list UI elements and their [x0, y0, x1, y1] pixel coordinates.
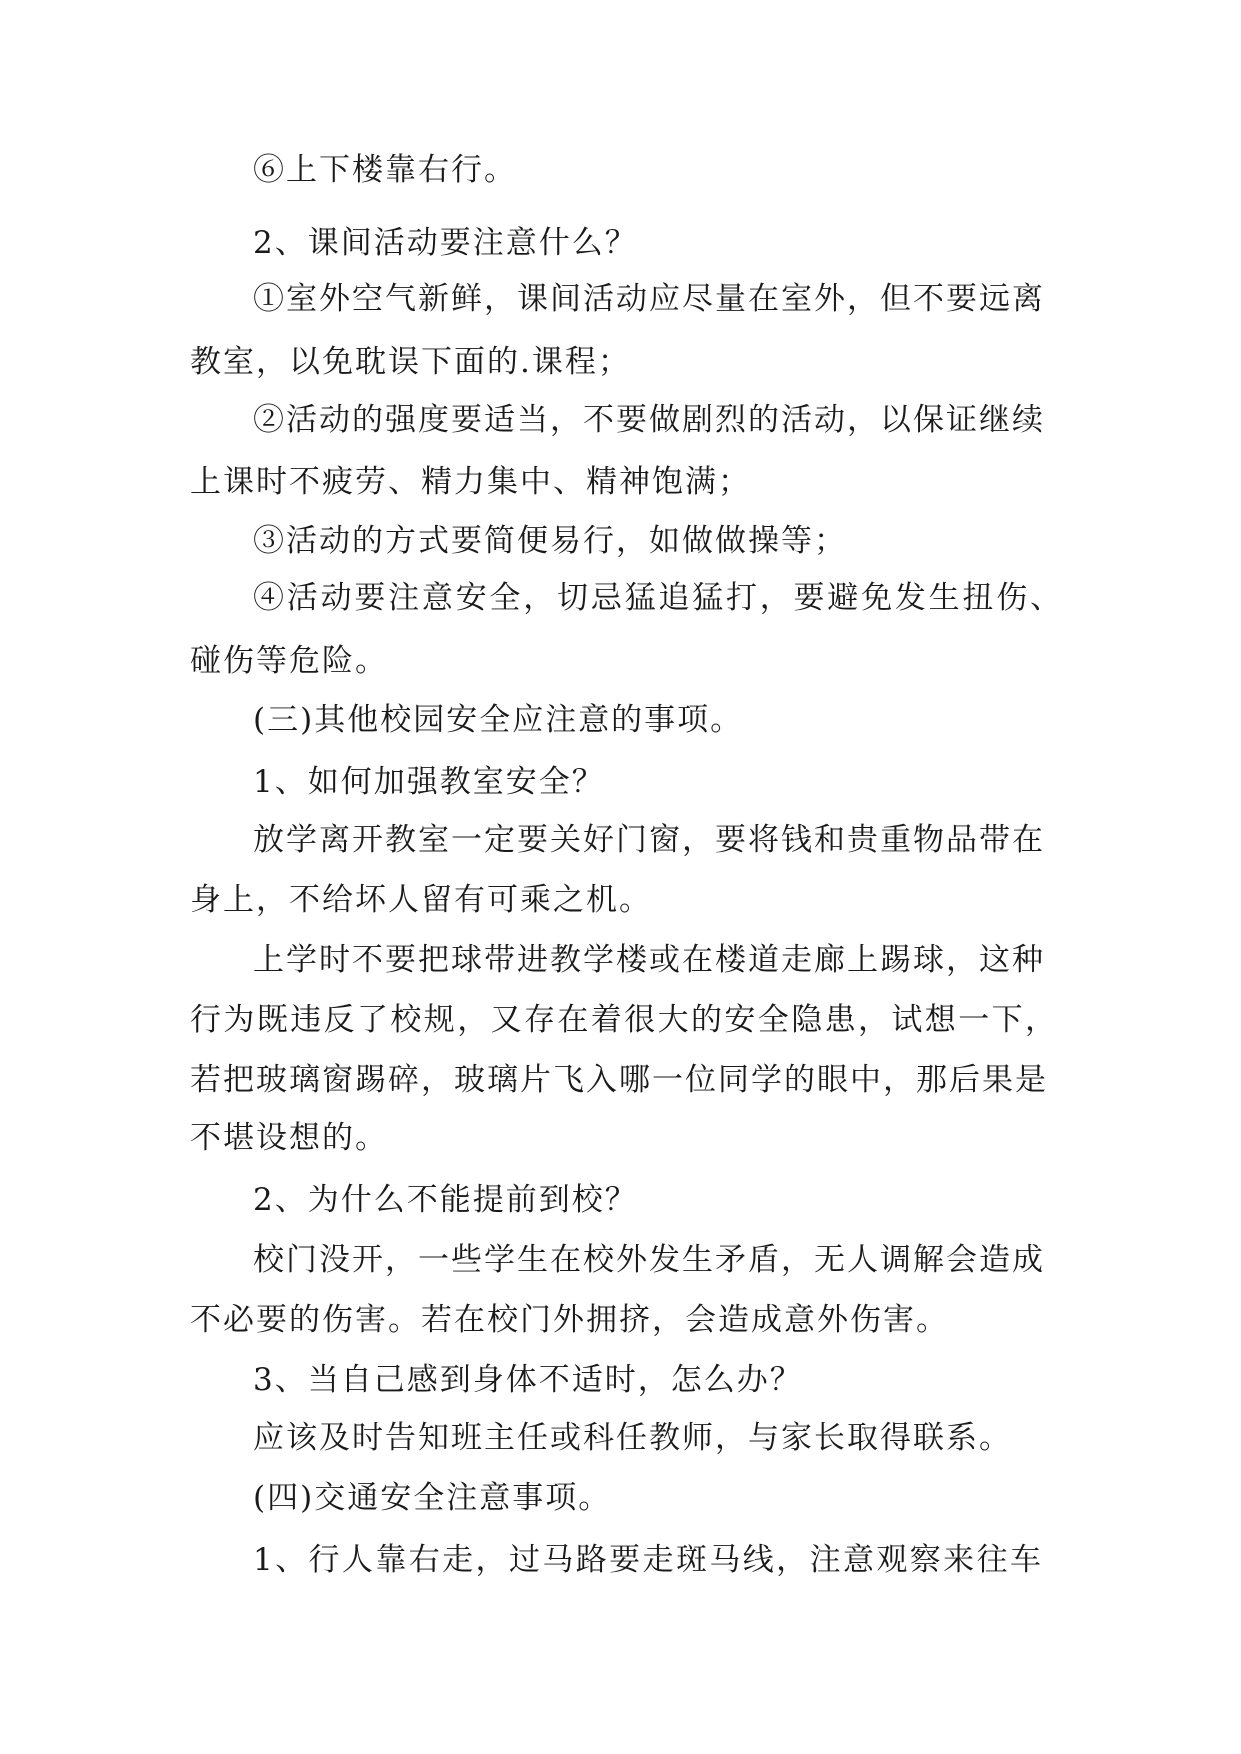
text-line: 1、行人靠右走，过马路要走斑马线，注意观察来往车 — [253, 1542, 1043, 1578]
text-line: ⑥上下楼靠右行。 — [253, 152, 517, 188]
text-line: 2、课间活动要注意什么？ — [253, 225, 638, 261]
text-line: 若把玻璃窗踢碎，玻璃片飞入哪一位同学的眼中，那后果是 — [190, 1062, 1048, 1098]
text-line: 校门没开，一些学生在校外发生矛盾，无人调解会造成 — [253, 1242, 1045, 1278]
text-line: 行为既违反了校规，又存在着很大的安全隐患，试想一下， — [190, 1002, 1058, 1038]
text-line: 3、当自己感到身体不适时，怎么办？ — [253, 1362, 803, 1398]
text-line: (四)交通安全注意事项。 — [253, 1480, 612, 1516]
text-line: (三)其他校园安全应注意的事项。 — [253, 702, 744, 738]
text-line: ②活动的强度要适当，不要做剧烈的活动，以保证继续 — [253, 402, 1045, 438]
text-line: 1、如何加强教室安全？ — [253, 764, 605, 800]
text-line: 教室，以免耽误下面的.课程； — [190, 344, 631, 380]
text-line: 放学离开教室一定要关好门窗，要将钱和贵重物品带在 — [253, 822, 1045, 858]
text-line: 上课时不疲劳、精力集中、精神饱满； — [190, 464, 751, 500]
text-line: 2、为什么不能提前到校？ — [253, 1182, 638, 1218]
text-line: 上学时不要把球带进教学楼或在楼道走廊上踢球，这种 — [253, 942, 1045, 978]
text-line: 身上，不给坏人留有可乘之机。 — [190, 882, 652, 918]
text-line: ③活动的方式要简便易行，如做做操等； — [253, 523, 847, 559]
text-line: ④活动要注意安全，切忌猛追猛打，要避免发生扭伤、 — [253, 580, 1063, 616]
text-line: 不堪设想的。 — [190, 1120, 388, 1156]
text-line: 碰伤等危险。 — [190, 643, 388, 679]
text-line: ①室外空气新鲜，课间活动应尽量在室外，但不要远离 — [253, 281, 1045, 317]
text-line: 不必要的伤害。若在校门外拥挤，会造成意外伤害。 — [190, 1302, 949, 1338]
text-line: 应该及时告知班主任或科任教师，与家长取得联系。 — [253, 1420, 1012, 1456]
